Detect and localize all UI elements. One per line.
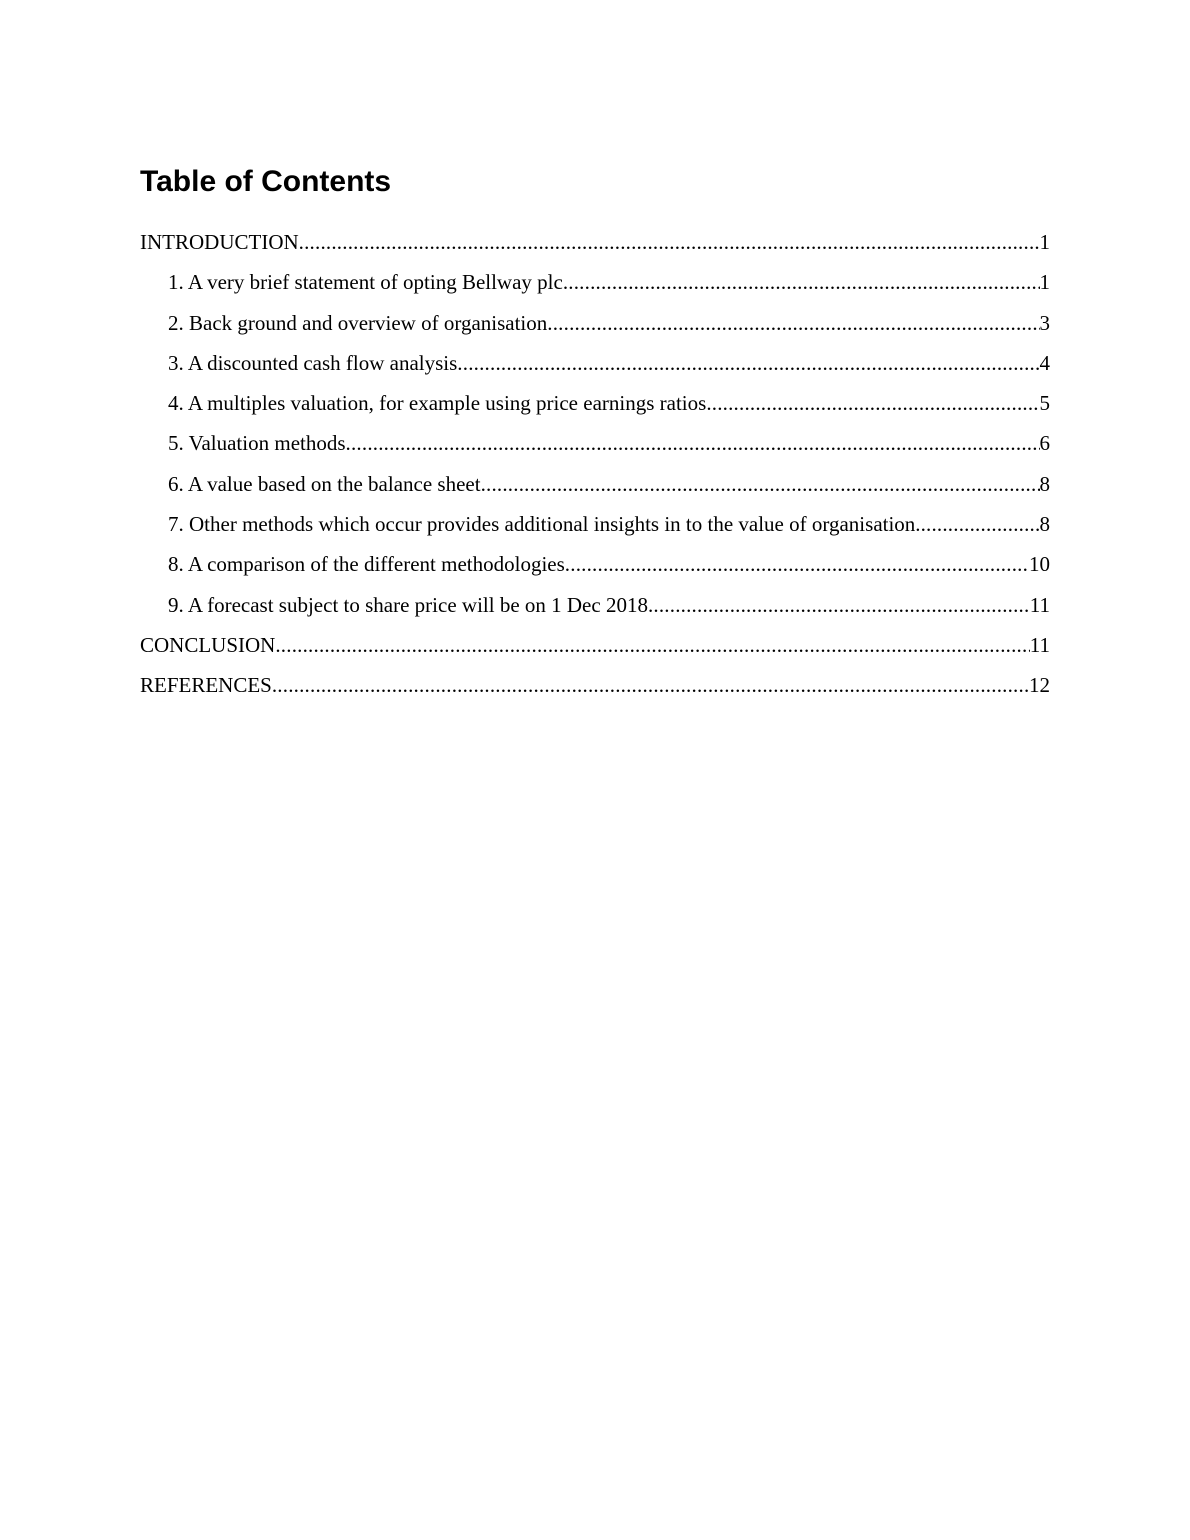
toc-list (140, 222, 1050, 706)
toc-entry-page: 5 (1039, 391, 1050, 416)
toc-entry-label: 8. A comparison of the different methodologies (168, 552, 565, 577)
toc-entry-label: INTRODUCTION (140, 230, 299, 254)
toc-dot-leader (272, 665, 1029, 705)
toc-entry-label: 9. A forecast subject to share price will be on 1 Dec 2018 (168, 592, 648, 617)
toc-entry-label: CONCLUSION (140, 632, 276, 657)
toc-dot-leader (457, 343, 1039, 383)
toc-dot-leader (299, 222, 1040, 262)
toc-entry-other-methods[interactable] (140, 504, 1050, 544)
toc-entry-page: 12 (1029, 673, 1050, 698)
toc-entry-label: 6. A value based on the balance sheet (168, 471, 481, 496)
toc-entry-page: 6 (1039, 431, 1050, 456)
toc-entry-page: 1 (1039, 230, 1050, 254)
toc-entry-introduction[interactable] (140, 222, 1050, 262)
toc-entry-page: 4 (1039, 350, 1050, 375)
toc-entry-page: 10 (1029, 552, 1050, 577)
toc-dot-leader (275, 625, 1029, 665)
toc-entry-label: 1. A very brief statement of opting Bellway plc (168, 270, 563, 295)
toc-entry-references[interactable] (140, 665, 1050, 705)
toc-entry-page: 8 (1039, 471, 1050, 496)
toc-dot-leader (565, 544, 1029, 584)
toc-entry-multiples-valuation[interactable] (140, 383, 1050, 423)
toc-entry-page: 11 (1029, 592, 1050, 617)
toc-entry-page: 1 (1039, 270, 1050, 295)
toc-entry-page: 8 (1039, 512, 1050, 537)
toc-dot-leader (648, 585, 1030, 625)
toc-title: Table of Contents (140, 165, 392, 198)
toc-entry-label: 5. Valuation methods (168, 431, 346, 456)
toc-entry-valuation-methods[interactable] (140, 423, 1050, 463)
toc-entry-background[interactable] (140, 303, 1050, 343)
toc-entry-label: 2. Back ground and overview of organisation (168, 310, 548, 335)
toc-dot-leader (346, 423, 1040, 463)
toc-entry-label: 3. A discounted cash flow analysis (168, 350, 458, 375)
toc-entry-label: REFERENCES (140, 673, 272, 698)
toc-dot-leader (921, 504, 1040, 544)
toc-entry-forecast[interactable] (140, 585, 1050, 625)
toc-dot-leader (481, 464, 1040, 504)
toc-entry-label: 7. Other methods which occur provides additional insights in to the value of organisation. (168, 512, 921, 537)
toc-entry-page: 3 (1039, 310, 1050, 335)
toc-entry-dcf-analysis[interactable] (140, 343, 1050, 383)
toc-entry-balance-sheet-value[interactable] (140, 464, 1050, 504)
toc-entry-brief-statement[interactable] (140, 262, 1050, 302)
toc-dot-leader (563, 262, 1040, 302)
toc-entry-comparison[interactable] (140, 544, 1050, 584)
toc-entry-label: 4. A multiples valuation, for example using price earnings ratios (168, 391, 707, 416)
toc-entry-conclusion[interactable] (140, 625, 1050, 665)
toc-entry-page: 11 (1029, 632, 1050, 657)
toc-dot-leader (706, 383, 1039, 423)
toc-dot-leader (547, 303, 1039, 343)
